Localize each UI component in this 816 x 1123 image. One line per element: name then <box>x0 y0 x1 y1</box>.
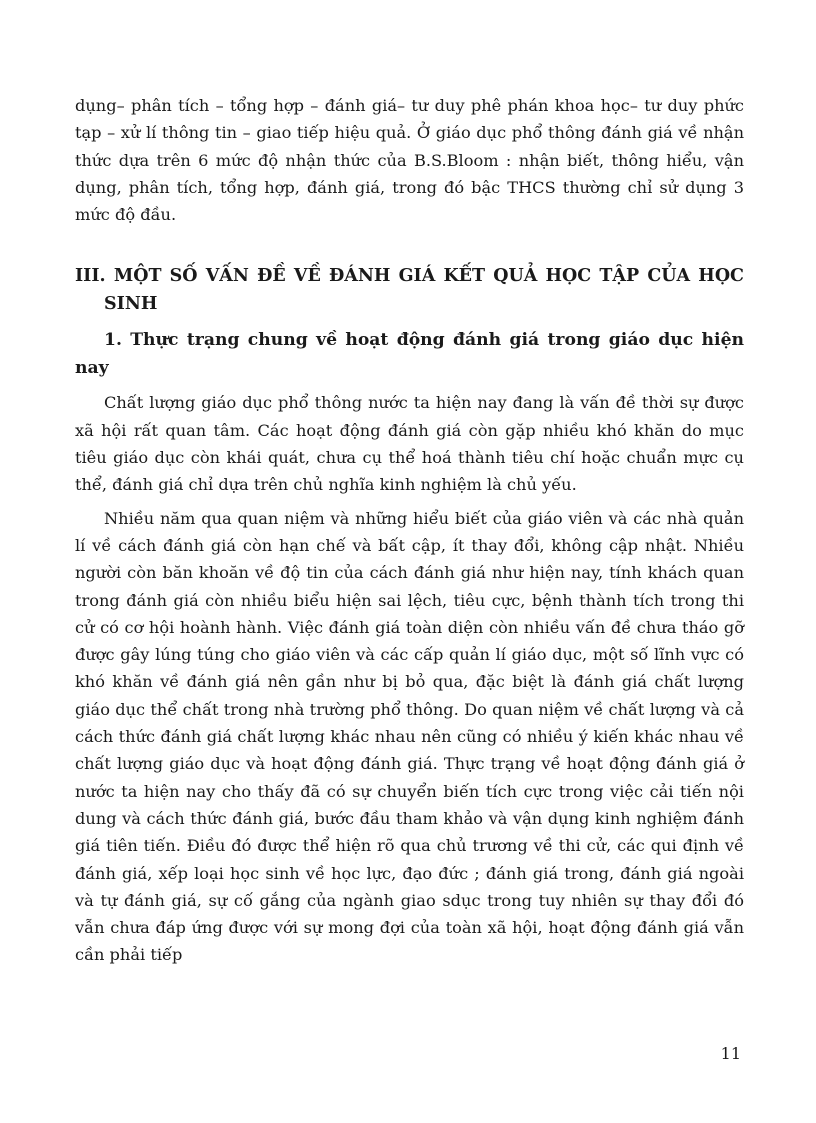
page-body <box>75 92 744 969</box>
subsection-heading: 1. Thực trạng chung về hoạt động đánh giá trong giáo dục hiện nay <box>75 330 744 379</box>
paragraph: Chất lượng giáo dục phổ thông nước ta hiện nay đang là vấn đề thời sự được xã hội rất quan tâm. Các hoạt động đánh giá còn gặp nhiều khó khăn do mục tiêu giáo dục còn khái quát, chưa cụ thể hoá thành tiêu chí hoặc chuẩn mực cụ thể, đánh giá chỉ dựa trên chủ nghĩa kinh nghiệm là chủ yếu. <box>75 393 744 495</box>
section-heading: III. MỘT SỐ VẤN ĐỀ VỀ ĐÁNH GIÁ KẾT QUẢ HỌC TẬP CỦA HỌC SINH <box>75 266 744 315</box>
paragraph-continued: dụng– phân tích – tổng hợp – đánh giá– tư duy phê phán khoa học– tư duy phức tạp – xử lí thông tin – giao tiếp hiệu quả. Ở giáo dục phổ thông đánh giá về nhận thức dựa trên 6 mức độ nhận thức của B.S.Bloom : nhận biết, thông hiểu, vận dụng, phân tích, tổng hợp, đánh giá, trong đó bậc THCS thường chỉ sử dụng 3 mức độ đầu. <box>75 96 744 225</box>
paragraph: Nhiều năm qua quan niệm và những hiểu biết của giáo viên và các nhà quản lí về cách đánh giá còn hạn chế và bất cập, ít thay đổi, không cập nhật. Nhiều người còn băn khoăn về độ tin của cách đánh giá như hiện nay, tính khách quan trong đánh giá còn nhiều biểu hiện sai lệch, tiêu cực, bệnh thành tích trong thi cử có cơ hội hoành hành. Việc đánh giá toàn diện còn nhiều vấn đề chưa tháo gỡ được gây lúng túng cho giáo viên và các cấp quản lí giáo dục, một số lĩnh vực có khó khăn về đánh giá nên gần như bị bỏ qua, đặc biệt là đánh giá chất lượng giáo dục thể chất trong nhà trường phổ thông. Do quan niệm về chất lượng và cả cách thức đánh giá chất lượng khác nhau nên cũng có nhiều ý kiến khác nhau về chất lượng giáo dục và hoạt động đánh giá. Thực trạng về hoạt động đánh giá ở nước ta hiện nay cho thấy đã có sự chuyển biến tích cực trong việc cải tiến nội dung và cách thức đánh giá, bước đầu tham khảo và vận dụng kinh nghiệm đánh giá tiên tiến. Điều đó được thể hiện rõ qua chủ trương về thi cử, các qui định về đánh giá, xếp loại học sinh về học lực, đạo đức ; đánh giá trong, đánh giá ngoài và tự đánh giá, sự cố gắng của ngành giao sdục trong tuy nhiên sự thay đổi đó vẫn chưa đáp ứng được với sự mong đợi của toàn xã hội, hoạt động đánh giá vẫn cần phải tiếp <box>75 508 744 965</box>
page-number: 11 <box>720 1044 741 1063</box>
